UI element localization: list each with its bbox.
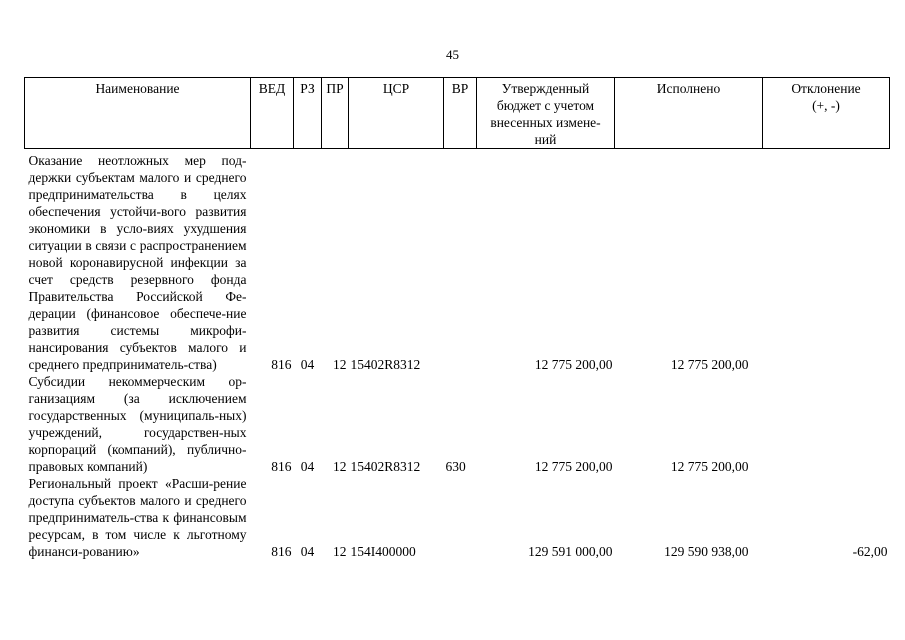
row-deviation [763,373,890,475]
row-executed: 12 775 200,00 [670,357,749,372]
col-header-approved: Утвержденный бюджет с учетом внесенных измене-ний [477,78,615,149]
row-csr: 15402R8312 [350,459,421,474]
col-header-name: Наименование [25,78,251,149]
row-executed: 129 590 938,00 [664,544,749,559]
row-csr: 154I400000 [350,544,416,559]
row-deviation [763,149,890,374]
row-csr: 15402R8312 [350,357,421,372]
row-vr [444,475,477,560]
row-rz: 04 [300,459,315,474]
col-header-csr: ЦСР [349,78,444,149]
page-number: 45 [446,47,459,62]
row-ved: 816 [271,459,292,474]
row-vr: 630 [445,459,466,474]
table-row [25,149,890,374]
row-vr [444,149,477,374]
table-row [25,475,890,560]
col-header-ved: ВЕД [251,78,294,149]
col-header-pr: ПР [322,78,349,149]
row-ved: 816 [271,357,292,372]
row-name: Субсидии некоммерческим ор-ганизациям (за исключением государственных (муниципаль-ных) учреждений, государствен-ных корпораций (компаний), публично-правовых компаний) [28,374,247,474]
col-header-deviation: Отклонение (+, -) [763,78,890,149]
row-pr: 12 [333,459,347,474]
table-row [25,373,890,475]
row-name: Региональный проект «Расши-рение доступа субъектов малого и среднего предприниматель-ства к финансовым ресурсам, в том числе к льготному финанси-рованию» [28,476,247,559]
row-rz: 04 [300,544,315,559]
budget-table [24,77,890,560]
row-pr: 12 [333,357,347,372]
col-header-vr: ВР [444,78,477,149]
row-rz: 04 [300,357,315,372]
row-deviation: -62,00 [852,544,888,559]
row-approved: 129 591 000,00 [528,544,613,559]
row-name: Оказание неотложных мер под-держки субъектам малого и среднего предпринимательства в целях обеспечения устойчи-вого развития экономики в усло-виях ухудшения ситуации в связи с распространением новой коронавирусной инфекции за счет средств резервного фонда Правительства Российской Фе-дерации (финансовое обеспече-ние развития системы микрофи-нансирования субъектов малого и среднего предприниматель-ства) [28,153,247,372]
col-header-executed: Исполнено [615,78,763,149]
row-executed: 12 775 200,00 [670,459,749,474]
col-header-rz: РЗ [294,78,322,149]
row-pr: 12 [333,544,347,559]
row-ved: 816 [271,544,292,559]
table-header-row [25,78,890,149]
row-approved: 12 775 200,00 [534,459,613,474]
row-approved: 12 775 200,00 [534,357,613,372]
